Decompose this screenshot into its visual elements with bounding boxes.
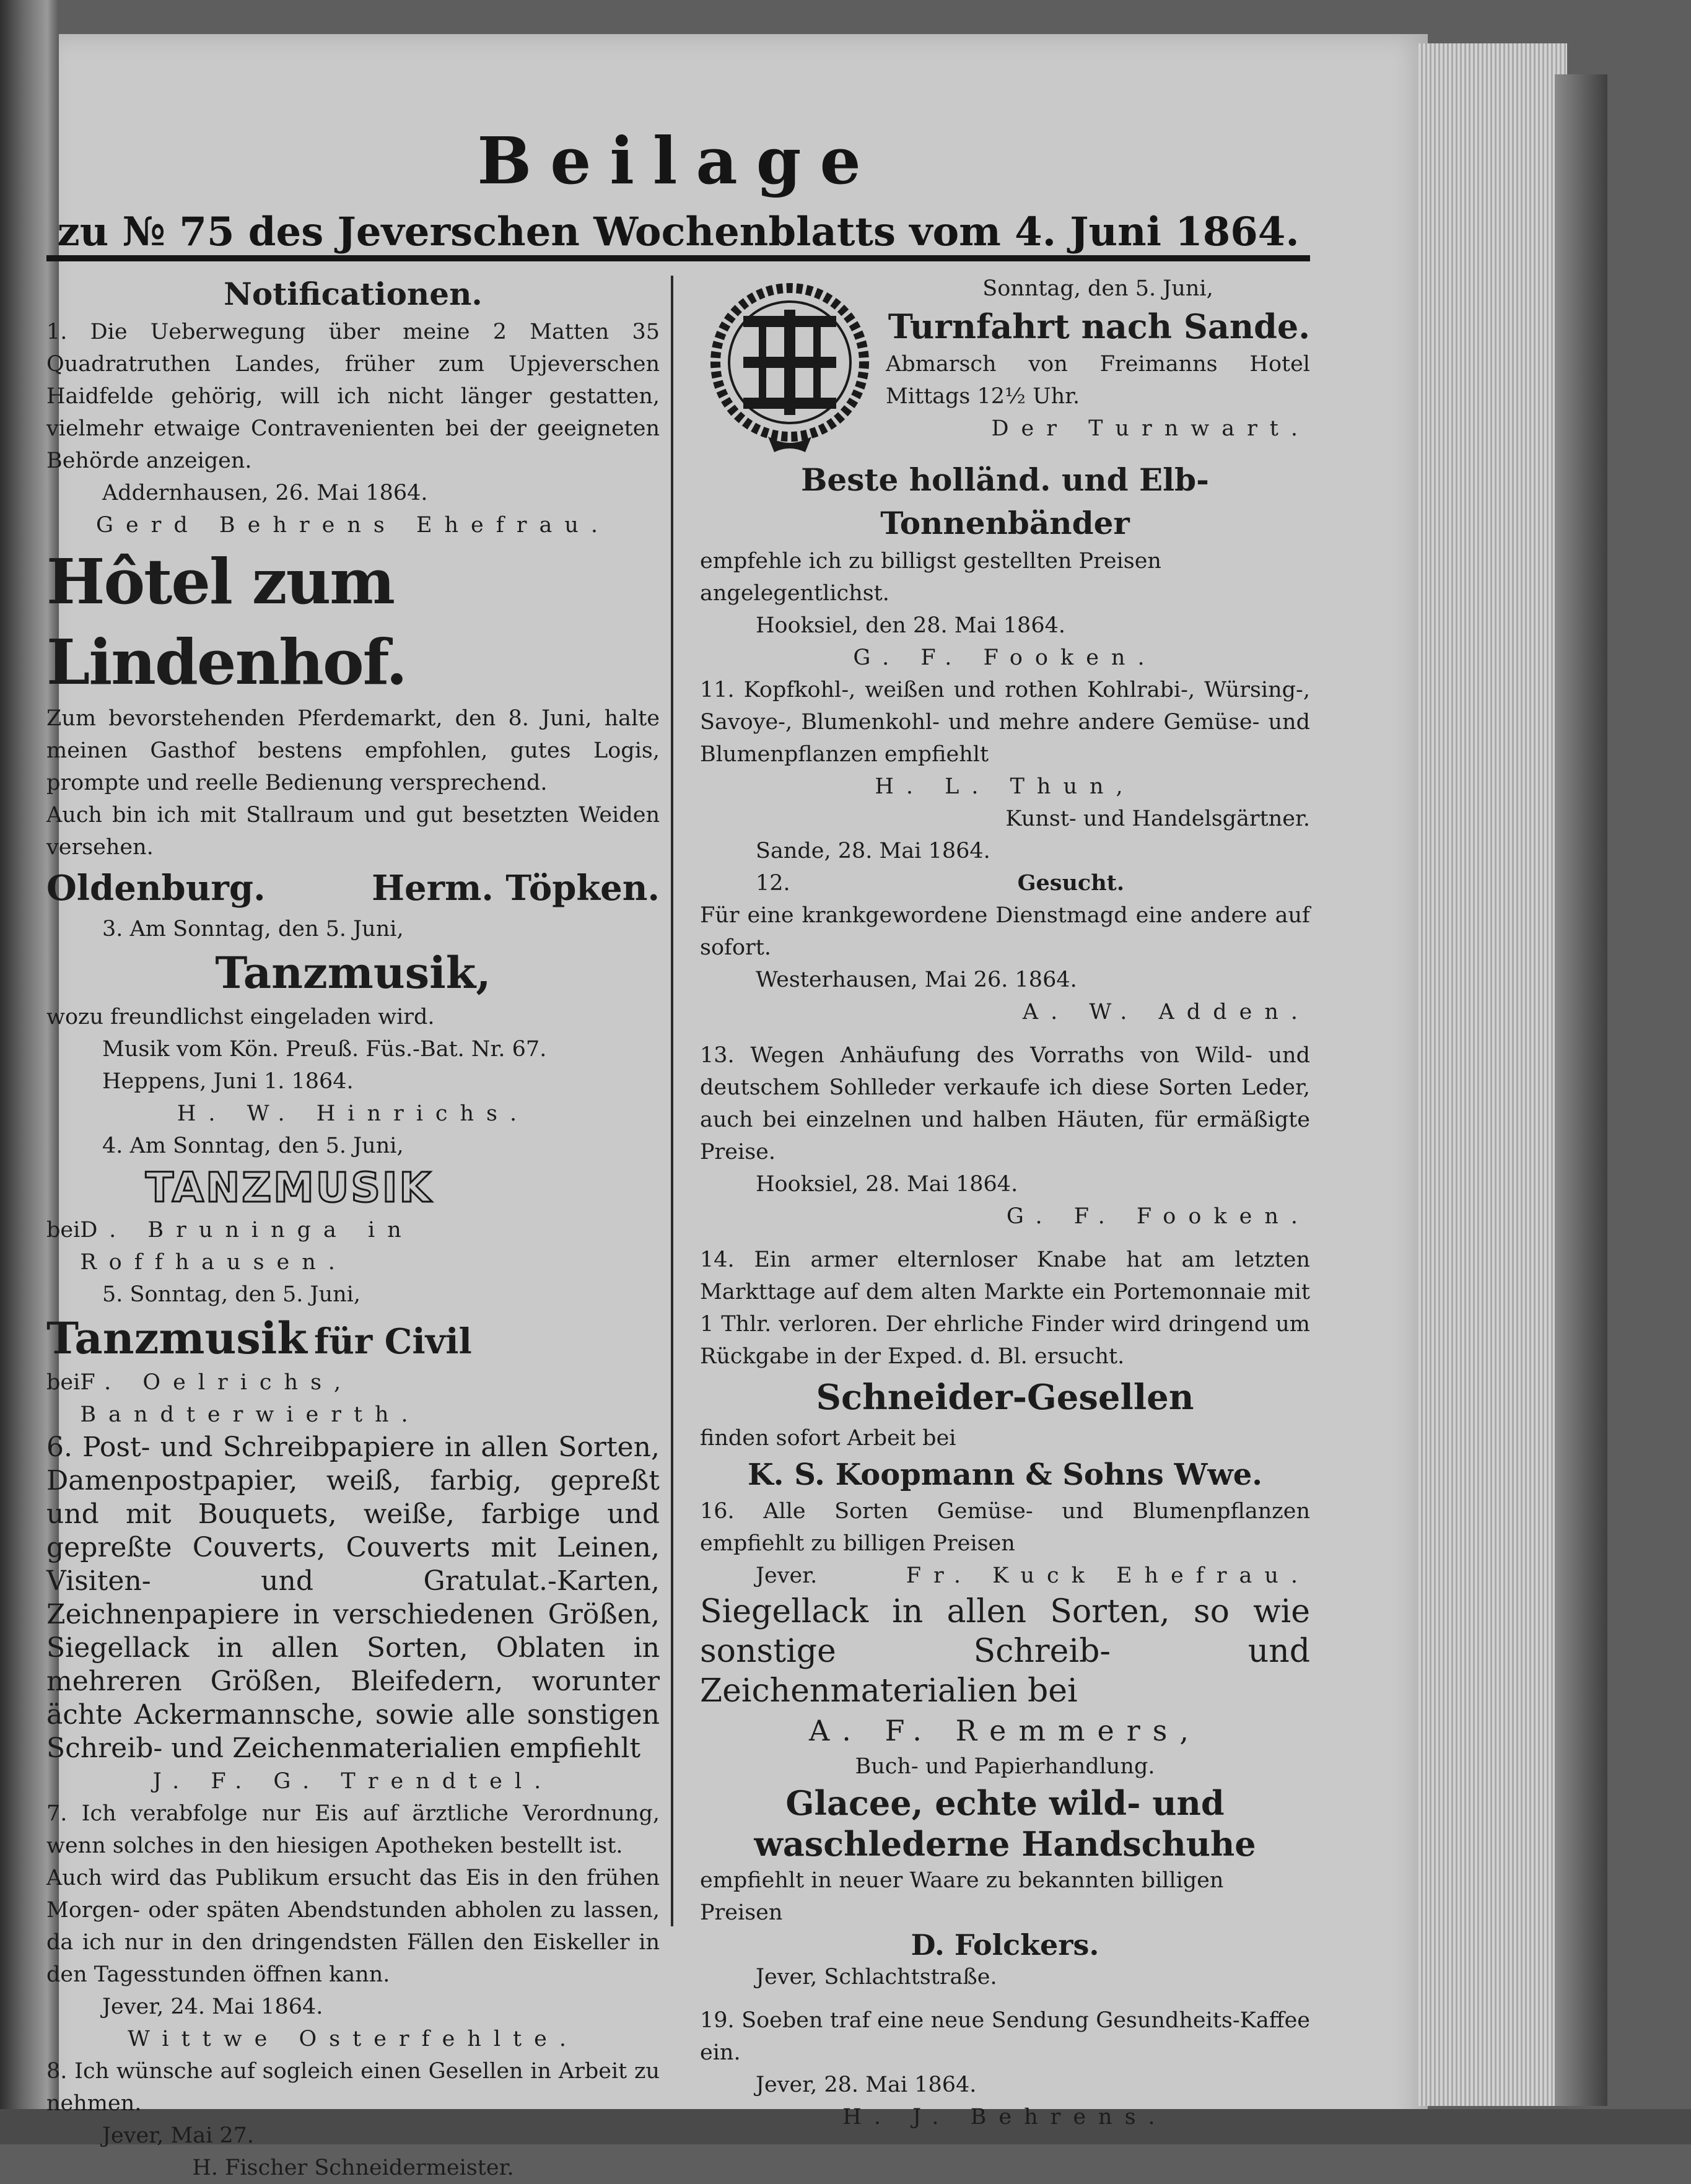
tonnen-title: Beste holländ. und Elb-Tonnenbänder (801, 461, 1209, 541)
notice-3-title: Tanzmusik, (215, 947, 491, 998)
notice-7-place: Jever, 24. Mai 1864. (102, 1994, 323, 2019)
notice-4-title: TANZMUSIK (146, 1164, 433, 1212)
tonnen-signature: G. F. Fooken. (853, 645, 1157, 670)
notice-13-place: Hooksiel, 28. Mai 1864. (756, 1172, 1018, 1197)
notice-16-text: 16. Alle Sorten Gemüse- und Blumenpflanzen empfiehlt zu billigen Preisen (700, 1499, 1310, 1556)
hotel-title: Hôtel zum Lindenhof. (46, 545, 406, 699)
notice-12-place: Westerhausen, Mai 26. 1864. (756, 968, 1077, 992)
hotel-signature: Herm. Töpken. (372, 868, 660, 909)
notice-11-role: Kunst- und Handelsgärtner. (1005, 806, 1310, 831)
notice-1-signature: Gerd Behrens Ehefrau. (95, 513, 610, 538)
notice-8-text: 8. Ich wünsche auf sogleich einen Gesellen in Arbeit zu nehmen. (46, 2059, 660, 2116)
notice-5-line: 5. Sonntag, den 5. Juni, (102, 1282, 360, 1307)
notice-5-title: Tanzmusik (46, 1313, 307, 1364)
hotel-signature-row (46, 863, 660, 913)
notice-6-text: 6. Post- und Schreibpapiere in allen Sorten, Damenpostpapier, weiß, farbig, gepreßt und mit Bouquets, weiße, farbige und gepreßte Couverts, Couverts mit Leinen, Visiten- und Gratulat.-Karten, Zeichnenpapiere in verschiedenen Größen, Siegellack in allen Sorten, Oblaten in mehreren Größen, Bleifedern, worunter ächte Ackermannsche, sowie alle sonstigen Schreib- und Zeichenmaterialien empfiehlt (46, 1431, 660, 1764)
notice-11-signature: H. L. Thun, (875, 774, 1135, 799)
siegellack-role: Buch- und Papierhandlung. (855, 1754, 1155, 1779)
notice-5-title-row (46, 1311, 660, 1366)
notice-4-row (46, 1214, 660, 1278)
schneider-title: Schneider-Gesellen (816, 1377, 1194, 1418)
glacee-place: Jever, Schlachtstraße. (756, 1965, 997, 1990)
notice-16-place: Jever. (756, 1563, 818, 1588)
notice-3-line: 3. Am Sonntag, den 5. Juni, (102, 917, 404, 941)
notice-14-text: 14. Ein armer elternloser Knabe hat am letzten Markttage auf dem alten Markte ein Portemonnaie mit 1 Thlr. verloren. Der ehrliche Finder wird dringend um Rückgabe in der Exped. d. Bl. ersucht. (700, 1247, 1310, 1369)
notice-5-row (46, 1366, 660, 1431)
hotel-text-2: Auch bin ich mit Stallraum und gut besetzten Weiden versehen. (46, 803, 660, 860)
turnfahrt-date: Sonntag, den 5. Juni, (982, 276, 1213, 301)
notice-3-text: wozu freundlichst eingeladen wird. (46, 1005, 435, 1029)
turnfahrt-signature: Der Turnwart. (991, 416, 1310, 441)
notice-11-place: Sande, 28. Mai 1864. (756, 839, 990, 863)
masthead-title: Beilage (477, 123, 880, 199)
glacee-title: Glacee, echte wild- und waschlederne Handschuhe (754, 1783, 1256, 1864)
turner-cross-emblem-icon (700, 273, 880, 458)
notice-19-place: Jever, 28. Mai 1864. (756, 2073, 977, 2097)
schneider-signature: K. S. Koopmann & Sohns Wwe. (748, 1457, 1262, 1492)
notice-4-signature: D. Bruninga in Roffhausen. (80, 1218, 414, 1275)
notice-16-row (700, 1560, 1310, 1592)
notice-4-line: 4. Am Sonntag, den 5. Juni, (102, 1133, 404, 1158)
notice-4-bei: bei (46, 1218, 81, 1243)
turnfahrt-notice (700, 273, 1310, 458)
notice-6-signature: J. F. G. Trendtel. (152, 1769, 554, 1794)
section-heading: Notificationen. (224, 276, 483, 312)
right-column (700, 273, 1310, 2133)
notice-1-place: Addernhausen, 26. Mai 1864. (102, 481, 428, 505)
notice-7-text-2: Auch wird das Publikum ersucht das Eis in den frühen Morgen- oder späten Abendstunden abholen zu lassen, da ich nur in den dringendsten Fällen den Eiskeller in den Tagesstunden öffnen kann. (46, 1866, 660, 1987)
tonnen-place: Hooksiel, den 28. Mai 1864. (756, 613, 1065, 638)
siegellack-signature: A. F. Remmers, (809, 1714, 1201, 1747)
notice-1-text: 1. Die Ueberwegung über meine 2 Matten 35 Quadratruthen Landes, früher zum Upjeverschen Haidfelde gehörig, will ich nicht länger gestatten, vielmehr etwaige Contravenienten bei der geeigneten Behörde anzeigen. (46, 320, 660, 473)
notice-12-signature: A. W. Adden. (1022, 1000, 1310, 1024)
hotel-city: Oldenburg. (46, 868, 266, 909)
turnfahrt-title: Turnfahrt nach Sande. (888, 307, 1310, 346)
notice-7-signature: Wittwe Osterfehlte. (128, 2027, 579, 2051)
notice-3-signature: H. W. Hinrichs. (177, 1101, 530, 1126)
notice-12-number: 12. (756, 871, 790, 896)
notice-3-music: Musik vom Kön. Preuß. Füs.-Bat. Nr. 67. (102, 1037, 547, 1062)
notice-13-text: 13. Wegen Anhäufung des Vorraths von Wild- und deutschem Sohlleder verkaufe ich diese Sorten Leder, auch bei einzelnen und halben Häuten, für ermäßigte Preise. (700, 1043, 1310, 1164)
schneider-text: finden sofort Arbeit bei (700, 1426, 956, 1451)
notice-11-text: 11. Kopfkohl-, weißen und rothen Kohlrabi-, Würsing-, Savoye-, Blumenkohl- und mehre andere Gemüse- und Blumenpflanzen empfiehlt (700, 678, 1310, 767)
notice-12-title: Gesucht. (1017, 870, 1124, 896)
notice-3-place: Heppens, Juni 1. 1864. (102, 1069, 354, 1094)
masthead-rule (46, 255, 1310, 261)
notice-5-title-suffix: für Civil (314, 1321, 472, 1362)
notice-19-text: 19. Soeben traf eine neue Sendung Gesundheits-Kaffee ein. (700, 2008, 1310, 2065)
left-column (46, 273, 660, 2184)
notice-13-signature: G. F. Fooken. (1006, 1204, 1310, 1229)
notice-16-signature: Fr. Kuck Ehefrau. (906, 1563, 1310, 1588)
book-block-shadow (1555, 74, 1607, 2106)
book-block-edge (1418, 43, 1567, 2106)
tonnen-text: empfehle ich zu billigst gestellten Preisen angelegentlichst. (700, 549, 1161, 606)
notice-7-text: 7. Ich verabfolge nur Eis auf ärztliche Verordnung, wenn solches in den hiesigen Apotheken bestellt ist. (46, 1801, 660, 1858)
turnfahrt-text-block (886, 273, 1310, 445)
column-divider (671, 276, 673, 1926)
notice-12-header (700, 867, 1310, 899)
masthead (46, 124, 1310, 260)
hotel-text: Zum bevorstehenden Pferdemarkt, den 8. Juni, halte meinen Gasthof bestens empfohlen, gutes Logis, prompte und reelle Bedienung versprechend. (46, 706, 660, 795)
glacee-text: empfiehlt in neuer Waare zu bekannten billigen Preisen (700, 1868, 1224, 1925)
masthead-subtitle: zu № 75 des Jeverschen Wochenblatts vom 4. Juni 1864. (57, 209, 1300, 255)
siegellack-text: Siegellack in allen Sorten, so wie sonstige Schreib- und Zeichenmaterialien bei (700, 1593, 1310, 1710)
notice-8-place: Jever, Mai 27. (102, 2123, 255, 2148)
notice-8-signature: H. Fischer Schneidermeister. (192, 2156, 514, 2180)
glacee-signature: D. Folckers. (911, 1928, 1099, 1962)
notice-5-bei: bei (46, 1370, 81, 1395)
notice-12-text: Für eine krankgewordene Dienstmagd eine andere auf sofort. (700, 903, 1310, 960)
notice-19-signature: H. J. Behrens. (842, 2105, 1168, 2129)
turnfahrt-text: Abmarsch von Freimanns Hotel Mittags 12½ Uhr. (886, 352, 1310, 409)
notice-5-signature: F. Oelrichs, Bandterwierth. (80, 1370, 421, 1427)
